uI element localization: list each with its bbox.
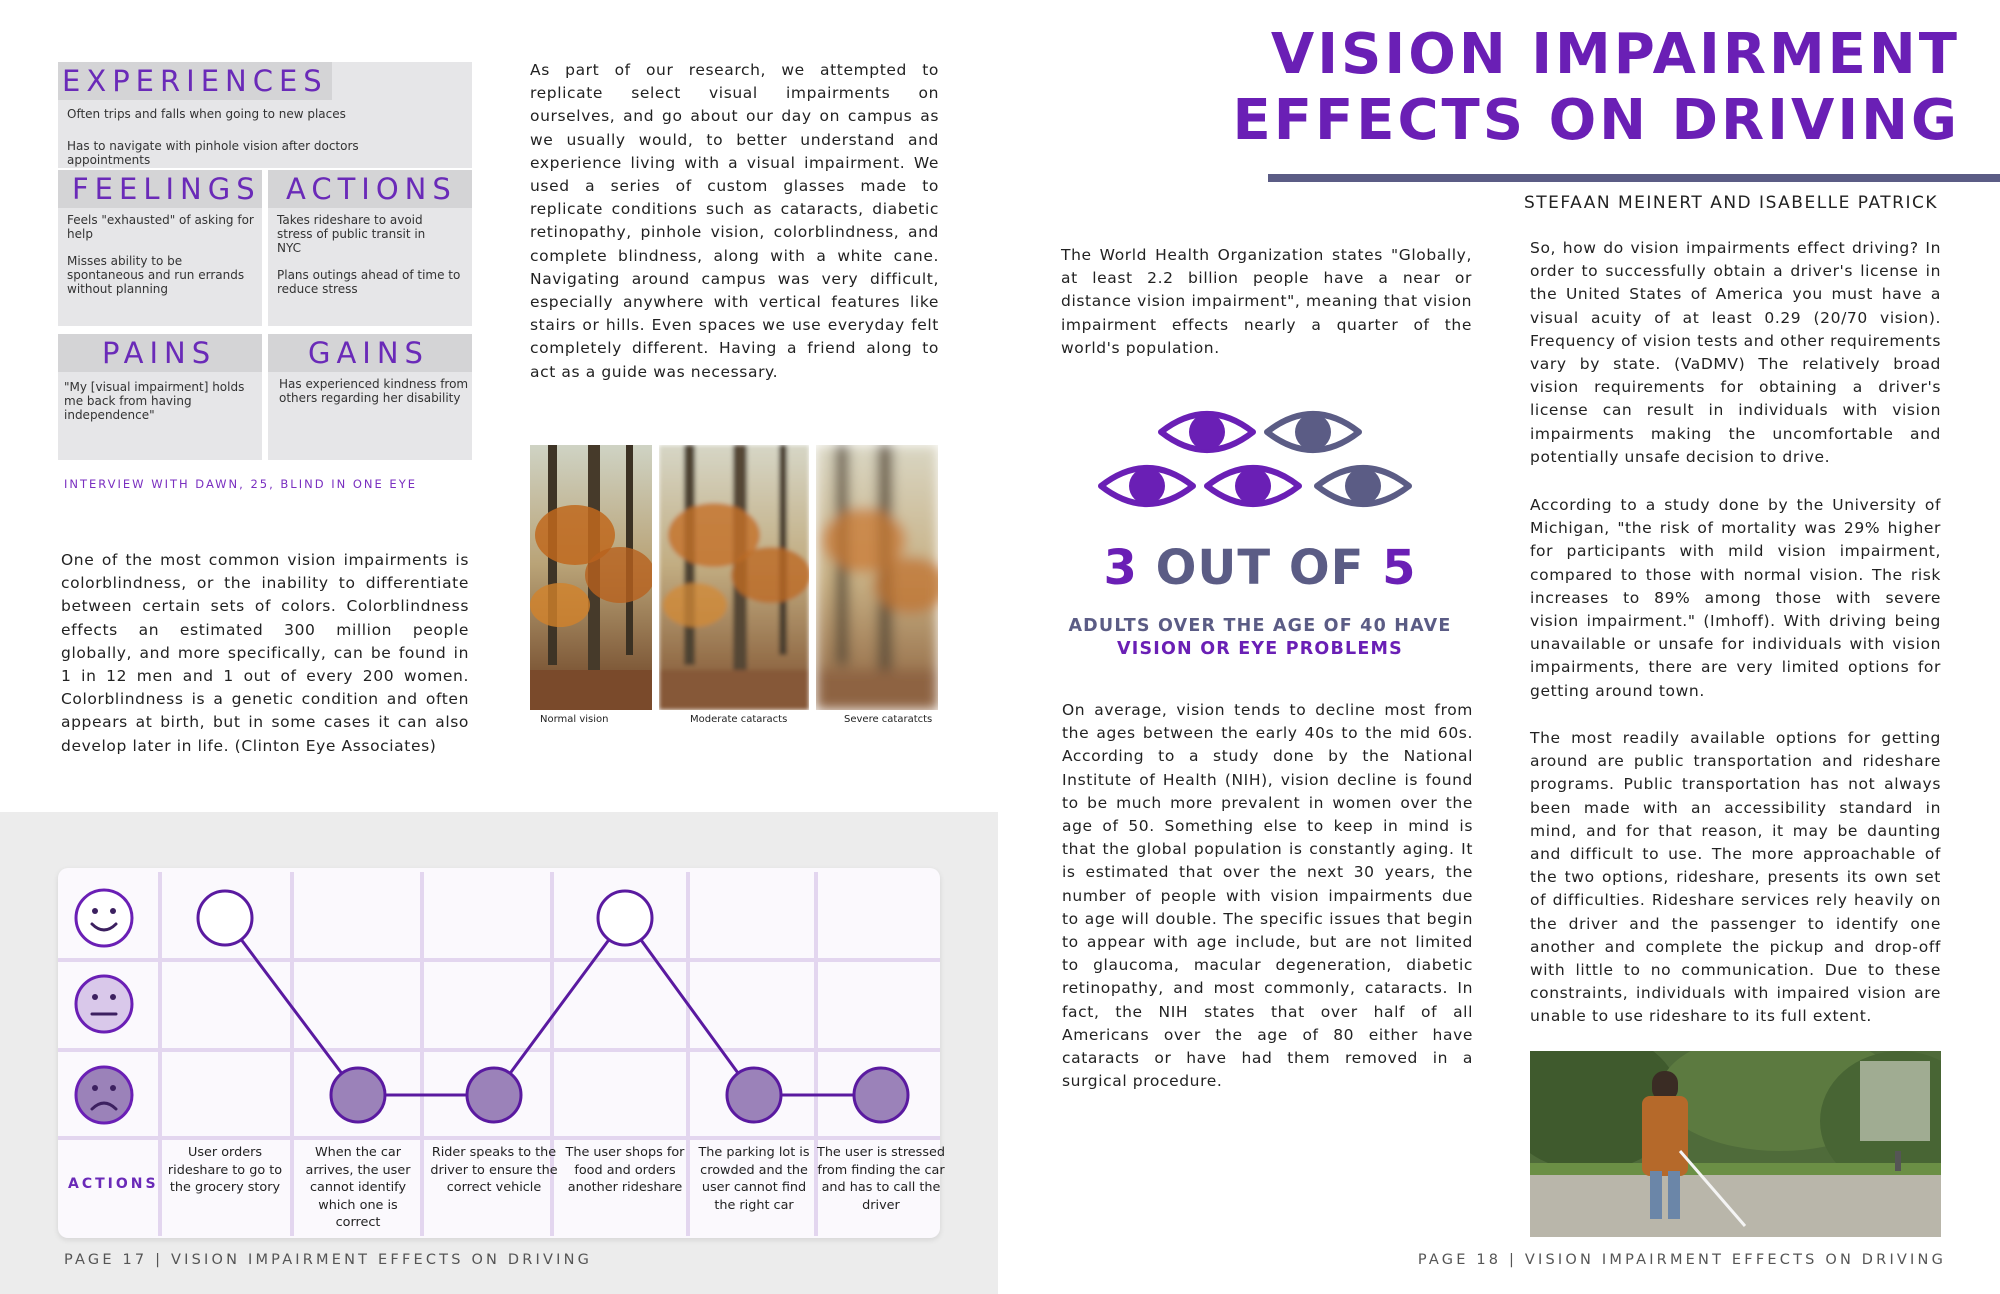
eye-icon [1161, 414, 1253, 450]
journey-step-label: The parking lot is crowded and the user cannot find the right car [698, 1145, 810, 1213]
driving-paragraph-3: The most readily available options for getting around are public transportation and rideshare programs. Public transportation has not always been made with an accessibility standard in mind, and for that reason, it may be daunting and difficult to use. The more approachable of the two options, rideshare, presents its own set of difficulties. Rideshare services rely heavily on the driver and the passenger to identify one another and complete the pickup and drop-off with little to no communication. Due to these constraints, individuals with impaired vision are unable to use rideshare to its full extent. [1530, 729, 1941, 1026]
journey-node-sad [727, 1068, 781, 1122]
eye-icon [1267, 414, 1359, 450]
action-item: Plans outings ahead of time to reduce stress [277, 268, 461, 296]
journey-node-sad [331, 1068, 385, 1122]
journey-node-happy [598, 891, 652, 945]
article-title-line-2: EFFECTS ON DRIVING [1232, 88, 1960, 153]
title-rule [1268, 174, 2000, 182]
pains-quote: "My [visual impairment] holds me back from having independence" [64, 380, 245, 422]
journey-actions-label: ACTIONS [68, 1176, 159, 1192]
journey-step-label: User orders rideshare to go to the grocery story [167, 1145, 283, 1195]
stat-headline [1060, 540, 1460, 596]
photo-caption: Normal vision [540, 714, 609, 725]
photo-caption: Severe cataratcts [844, 714, 933, 725]
pains-title: PAINS [102, 336, 217, 370]
journey-step-label: The user is stressed from finding the car and has to call the driver [817, 1145, 946, 1213]
action-item: Takes rideshare to avoid stress of public transit in NYC [277, 213, 426, 255]
stat-subtitle-line-2: VISION OR EYE PROBLEMS [1117, 639, 1403, 659]
neutral-face-icon [76, 976, 132, 1032]
gains-text: Has experienced kindness from others regarding her disability [279, 377, 469, 405]
eye-icon [1101, 468, 1193, 504]
journey-node-happy [198, 891, 252, 945]
aging-paragraph: On average, vision tends to decline most from the ages between the early 40s to the mid 60s. According to a study done by the National Institute of Health (NIH), vision decline is found to be much more prevalent in women over the age of 50. Something else to keep in mind is that the global population is constantly aging. It is estimated that over the next 30 years, the number of people with vision impairments due to age will double. The specific issues that begin to appear with age include, but are not limited to glaucoma, macular degeneration, diabetic retinopathy, and most commonly, cataracts. In fact, the NIH states that over half of all Americans over the age of 80 either have cataracts or have had them removed in a surgical procedure. [1062, 701, 1473, 1091]
journey-node-sad [467, 1068, 521, 1122]
experience-item: Has to navigate with pinhole vision after doctors appointments [67, 139, 359, 167]
page-footer-left: PAGE 17 | VISION IMPAIRMENT EFFECTS ON DRIVING [64, 1252, 593, 1268]
experience-item: Often trips and falls when going to new places [67, 107, 346, 121]
feeling-item: Feels "exhausted" of asking for help [67, 213, 254, 241]
feeling-item: Misses ability to be spontaneous and run errands without planning [67, 254, 245, 296]
interview-caption: INTERVIEW WITH DAWN, 25, BLIND IN ONE EYE [64, 477, 417, 491]
colorblindness-paragraph: One of the most common vision impairments is colorblindness, or the inability to differentiate between certain sets of colors. Colorblindness effects an estimated 300 million people globally, and more specifically, can be found in 1 in 12 men and 1 out of every 200 women. Colorblindness is a genetic condition and often appears at birth, but in some cases it can also develop later in life. (Clinton Eye Associates) [61, 551, 469, 755]
article-title-line-1: VISION IMPAIRMENT [1270, 22, 1960, 87]
journey-step-label: When the car arrives, the user cannot identify which one is correct [305, 1145, 411, 1230]
photo-caption: Moderate cataracts [690, 714, 788, 725]
journey-step-label: Rider speaks to the driver to ensure the correct vehicle [430, 1145, 558, 1195]
eye-icon [1207, 468, 1299, 504]
gains-title: GAINS [308, 336, 429, 370]
authors: STEFAAN MEINERT AND ISABELLE PATRICK [1523, 193, 1938, 213]
stat-subtitle-line-1: ADULTS OVER THE AGE OF 40 HAVE [1068, 616, 1452, 636]
who-paragraph: The World Health Organization states "Globally, at least 2.2 billion people have a near or distance vision impairment", meaning that vision impairment effects nearly a quarter of the world's population. [1061, 246, 1472, 357]
white-cane-photo [1530, 1051, 1941, 1237]
eye-stat-graphic [1095, 398, 1415, 528]
actions-title: ACTIONS [286, 172, 457, 206]
sad-face-icon [76, 1067, 132, 1123]
journey-step-label: The user shops for food and orders another rideshare [565, 1145, 685, 1195]
page-footer-right: PAGE 18 | VISION IMPAIRMENT EFFECTS ON DRIVING [1417, 1252, 1946, 1268]
stat-subtitle [1050, 615, 1470, 661]
driving-paragraph-2: According to a study done by the University of Michigan, "the risk of mortality was 29% higher for participants with mild vision impairment, compared to those with normal vision. The risk increases to 89% among those with severe vision impairment." (Imhoff). With driving being unavailable or unsafe for individuals with vision impairments, there are very limited options for getting around town. [1530, 496, 1941, 700]
stat-numerator: 3 [1103, 540, 1138, 596]
happy-face-icon [76, 890, 132, 946]
driving-paragraph-1: So, how do vision impairments effect driving? In order to successfully obtain a driver's license in the United States of America you must have a visual acuity of at least 0.29 (20/70 vision). Frequency of vision tests and other requirements vary by state. (VaDMV) The relatively broad vision requirements for obtaining a driver's license can result in individuals with vision impairments making the uncomfortable and potentially unsafe decision to drive. [1530, 239, 1941, 466]
stat-denominator: 5 [1382, 540, 1417, 596]
journey-node-sad [854, 1068, 908, 1122]
research-paragraph: As part of our research, we attempted to replicate select visual impairments on ourselves, and go about our day on campus as we usually would, to better understand and experience living with a visual impairment. We used a series of custom glasses made to replicate conditions such as cataracts, diabetic retinopathy, pinhole vision, colorblindness, and complete blindness, along with a white cane. Navigating around campus was very difficult, especially anywhere with vertical features like stairs or hills. Even spaces we use everyday felt completely different. Having a friend along to act as a guide was necessary. [530, 61, 939, 381]
experiences-title: EXPERIENCES [62, 64, 328, 98]
stat-out-of: OUT OF [1155, 540, 1365, 596]
feelings-title: FEELINGS [72, 172, 261, 206]
eye-icon [1317, 468, 1409, 504]
